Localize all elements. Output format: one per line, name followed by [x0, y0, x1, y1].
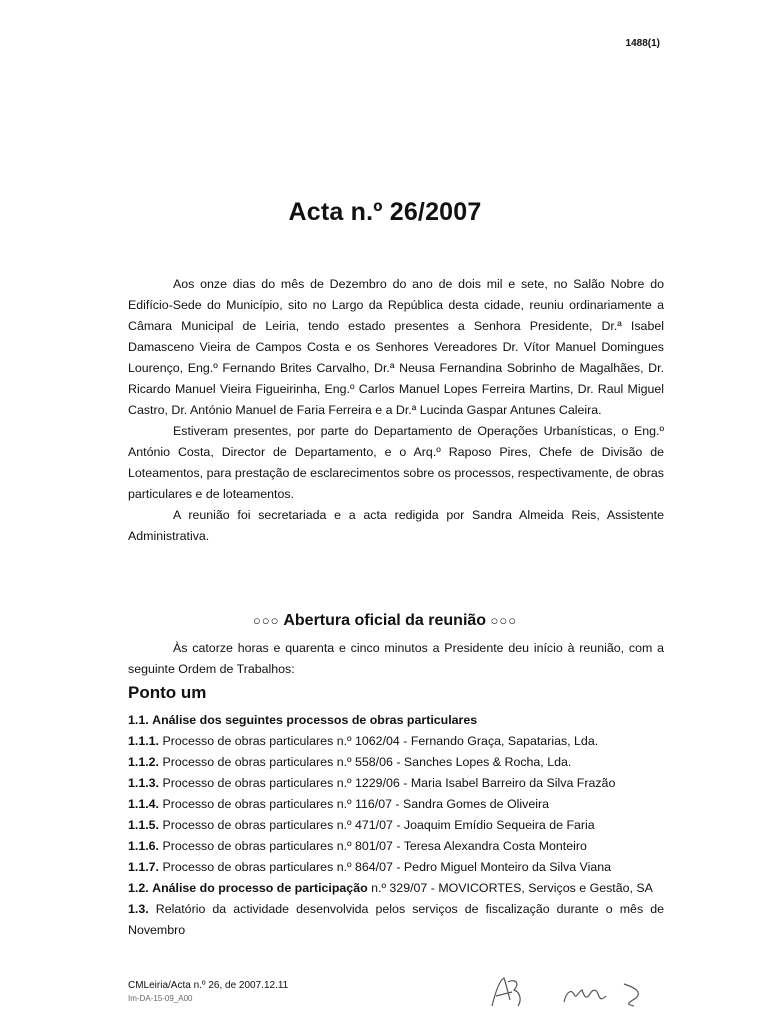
- item-number: 1.1.1.: [128, 734, 160, 748]
- section-text-block: [128, 638, 664, 680]
- agenda-item: [128, 794, 664, 815]
- intro-paragraph: A reunião foi secretariada e a acta redigida por Sandra Almeida Reis, Assistente Administrativa.: [128, 508, 664, 543]
- item-number: 1.1.: [128, 713, 149, 727]
- signature-scribble-mark: [564, 984, 638, 1006]
- footer-reference: CMLeiria/Acta n.º 26, de 2007.12.11: [128, 980, 289, 991]
- item-number: 1.1.7.: [128, 860, 160, 874]
- agenda-list: [128, 710, 664, 941]
- agenda-item: [128, 857, 664, 878]
- agenda-item: [128, 836, 664, 857]
- item-text: Processo de obras particulares n.º 471/07 - Joaquim Emídio Sequeira de Faria: [162, 818, 595, 832]
- intro-text: [128, 274, 664, 547]
- item-number: 1.1.6.: [128, 839, 160, 853]
- footer: [128, 980, 288, 1003]
- item-text: Processo de obras particulares n.º 1229/06 - Maria Isabel Barreiro da Silva Frazão: [162, 776, 616, 790]
- item-text: Processo de obras particulares n.º 864/07 - Pedro Miguel Monteiro da Silva Viana: [162, 860, 612, 874]
- ponto-heading: Ponto um: [128, 683, 207, 702]
- item-number: 1.1.5.: [128, 818, 160, 832]
- section-title: Abertura oficial da reunião: [283, 612, 487, 629]
- item-number: 1.1.2.: [128, 755, 160, 769]
- document-title: Acta n.º 26/2007: [288, 198, 482, 226]
- item-number: 1.1.3.: [128, 776, 160, 790]
- agenda-item: [128, 878, 664, 899]
- agenda-item: [128, 773, 664, 794]
- signature-initials-mark: [492, 978, 520, 1006]
- section-decor-left: ○○○: [252, 613, 280, 628]
- page-number: 1488(1): [625, 38, 660, 49]
- item-text: Relatório da actividade desenvolvida pelos serviços de fiscalização durante o mês de Novembro: [128, 902, 664, 937]
- agenda-item: [128, 899, 664, 941]
- item-bold: Análise do processo de participação: [152, 881, 368, 895]
- intro-paragraph: Aos onze dias do mês de Dezembro do ano de dois mil e sete, no Salão Nobre do Edifício-Sede do Município, sito no Largo da República desta cidade, reuniu ordinariamente a Câmara Municipal de Leiria, tendo estado presentes a Senhora Presidente, Dr.ª Isabel Damasceno Vieira de Campos Costa e os Senhores Vereadores Dr. Vítor Manuel Domingues Lourenço, Eng.º Fernando Brites Carvalho, Dr.ª Neusa Fernandina Sobrinho de Magalhães, Dr. Ricardo Manuel Vieira Figueirinha, Eng.º Carlos Manuel Lopes Ferreira Martins, Dr. Raul Miguel Castro, Dr. António Manuel de Faria Ferreira e a Dr.ª Lucinda Gaspar Antunes Caleira.: [128, 277, 664, 417]
- item-text: Processo de obras particulares n.º 558/06 - Sanches Lopes & Rocha, Lda.: [162, 755, 572, 769]
- agenda-item: [128, 752, 664, 773]
- handwritten-signatures: [486, 970, 656, 1015]
- item-text: n.º 329/07 - MOVICORTES, Serviços e Gestão, SA: [371, 881, 653, 895]
- section-decor-right: ○○○: [490, 613, 518, 628]
- item-number: 1.3.: [128, 902, 149, 916]
- item-text: Processo de obras particulares n.º 1062/04 - Fernando Graça, Sapatarias, Lda.: [162, 734, 599, 748]
- item-number: 1.2.: [128, 881, 149, 895]
- intro-paragraph: Estiveram presentes, por parte do Departamento de Operações Urbanísticas, o Eng.º António Costa, Director de Departamento, e o Arq.º Raposo Pires, Chefe de Divisão de Loteamentos, para prestação de esclarecimentos sobre os processos, respectivamente, de obras particulares e de loteamentos.: [128, 424, 664, 501]
- footer-code: Im-DA-15-09_A00: [128, 994, 193, 1003]
- section-heading: [0, 612, 770, 630]
- item-text: Processo de obras particulares n.º 801/07 - Teresa Alexandra Costa Monteiro: [162, 839, 587, 853]
- agenda-item: [128, 731, 664, 752]
- item-text: Processo de obras particulares n.º 116/07 - Sandra Gomes de Oliveira: [162, 797, 550, 811]
- agenda-item: [128, 815, 664, 836]
- section-text: Às catorze horas e quarenta e cinco minutos a Presidente deu início à reunião, com a seguinte Ordem de Trabalhos:: [128, 641, 664, 676]
- agenda-item: [128, 710, 664, 731]
- item-bold: Análise dos seguintes processos de obras particulares: [152, 713, 478, 727]
- item-number: 1.1.4.: [128, 797, 160, 811]
